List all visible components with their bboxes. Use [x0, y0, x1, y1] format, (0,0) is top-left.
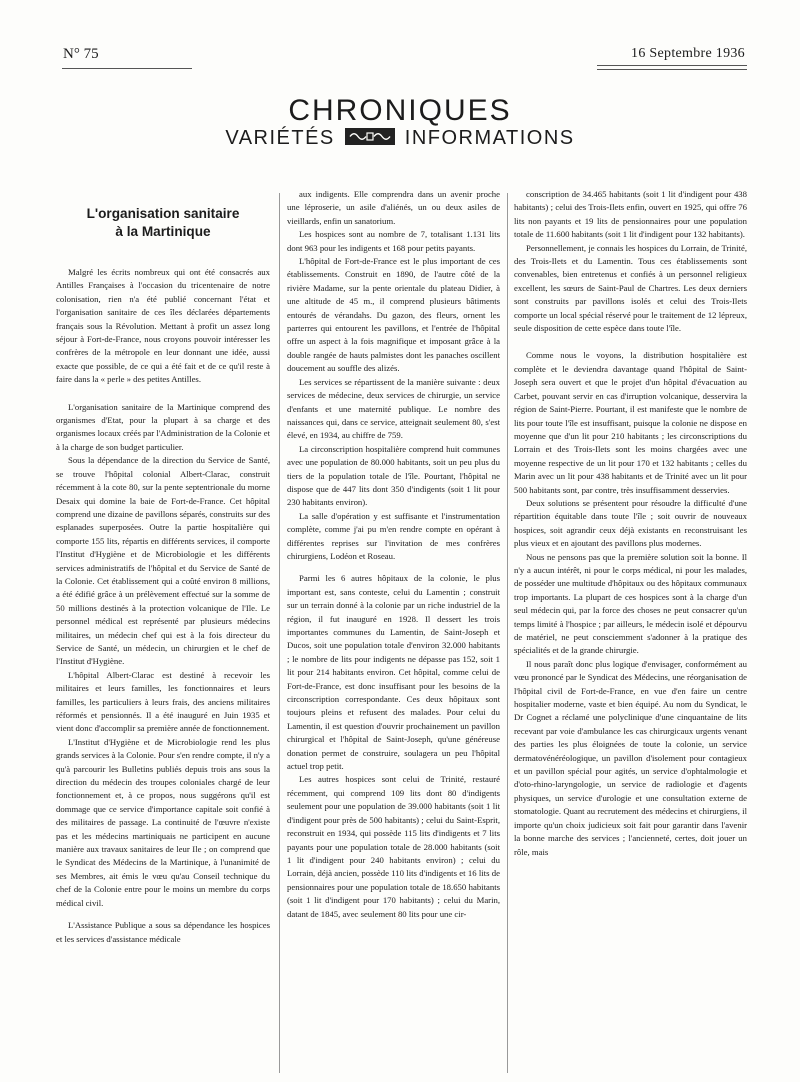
paragraph: L'Institut d'Hygiène et de Microbiologie rend les plus grands services à la Colonie. Pour s'en rendre compte, il n'y a qu'à parcourir les Bulletins publiés depuis trois ans sous la direction du médecin des troupes coloniales chargé de leur fonctionnement et, à ce propos, nous suggérons qu'il est dommage que ce service d'importance capitale soit confié à des militaires de passage. La continuité de l'œuvre n'existe pas et les médecins martiniquais ne participent en aucune manière aux travaux sanitaires de leur Ile ; on comprend que le Syndicat des Médecins de la Martinique, à l'unanimité de ses Membres, ait émis le vœu qu'au Conseil technique du chef de la Colonie entre pour le moins un membre du corps médical civil.	[56, 736, 270, 908]
paragraph: Parmi les 6 autres hôpitaux de la colonie, le plus important est, sans conteste, celui du Lamentin ; construit sur un terrain donné à la colonie par un riche industriel de la région, il fut inauguré en 1928. Il dessert les trois importantes communes du Lamentin, de Saint-Joseph et Ducos, soit une population totale d'environ 32.000 habitants ; le nombre de lits pour indigents ne dépasse pas 152, soit 1 lit pour 214 habitants environ. Cet hôpital, comme celui de Fort-de-France, est donc insuffisant pour les besoins de la circonscription correspondante. Ces deux hôpitaux sont toujours pleins et refusent des malades. Pour celui du Lamentin, il est question d'ouvrir prochainement un pavillon chirurgical et l'hôpital de Saint-Joseph, qu'une généreuse donation permet de construire, soulagera un peu l'hôpital actuel trop petit.	[287, 573, 500, 772]
header-rule-left	[62, 68, 192, 69]
article-column-2	[287, 188, 500, 921]
paragraph: Personnellement, je connais les hospices du Lorrain, de Trinité, des Trois-Ilets et du Lamentin. Tous ces établissements sont convenables, bien entretenus et confiés à un personnel religieux excellent, les sœurs de Saint-Paul de Chartres. Les deux derniers sont construits par pavillons isolés et celui des Trois-Ilets comporte un local spécial réservé pour le traitement de 12 lépreux, seule disposition de cette espèce dans toute l'île.	[514, 242, 747, 334]
paragraph: aux indigents. Elle comprendra dans un avenir proche une léproserie, un asile d'aliénés, un ou deux asiles de vieillards, enfin un sanatorium.	[287, 189, 500, 226]
header-rule-right	[597, 65, 747, 70]
paragraph: L'hôpital Albert-Clarac est destiné à recevoir les militaires et leurs familles, les fonctionnaires et leurs familles, les particuliers à leurs frais, des anciens militaires réformés et pensionnés. Il a été inauguré en Juin 1935 et vient donc d'accomplir sa première année de fonctionnement.	[56, 669, 270, 734]
paragraph: L'organisation sanitaire de la Martinique comprend des organismes d'Etat, pour la plupart à sa charge et des organismes locaux créés par l'Administration de la Colonie et à la charge de son budget particulier.	[56, 401, 270, 452]
paragraph: La circonscription hospitalière comprend huit communes avec une population de 80.000 habitants, soit un peu plus du tiers de la population totale de l'île. Pourtant, l'hôpital ne dispose que de 447 lits dont 350 d'indigents (soit 1 lit pour 230 habitants environ).	[287, 443, 500, 508]
column-rule-1	[279, 193, 280, 1073]
masthead-subtitle	[0, 127, 800, 150]
decorative-ornament-icon	[345, 128, 395, 145]
paragraph: L'Assistance Publique a sous sa dépendance les hospices et les services d'assistance médicale	[56, 920, 270, 944]
paragraph: La salle d'opération y est suffisante et l'instrumentation complète, comme j'ai pu m'en rendre compte en opérant à différentes reprises sur l'invitation de mes confrères chirurgiens, Lodéon et Roseau.	[287, 510, 500, 561]
masthead-subtitle-right: INFORMATIONS	[404, 127, 575, 149]
paragraph: Nous ne pensons pas que la première solution soit la bonne. Il n'y a aucun intérêt, ni pour le corps médical, ni pour les malades, de posséder une multitude d'hôpitaux ou des hôpitaux communaux trop importants. La plupart de ces hospices sont à la charge d'un seul médecin qui, par la force des choses ne peut consacrer qu'un temps limité à l'hospice ; par ailleurs, le médecin isolé et dépourvu de matériel, ne peut consciemment s'adonner à la pratique des spécialités et de la grande chirurgie.	[514, 551, 747, 656]
issue-number: N° 75	[63, 46, 99, 62]
paragraph: Sous la dépendance de la direction du Service de Santé, se trouve l'hôpital colonial Albert-Clarac, construit récemment à la cote 80, sur la pente septentrionale du morne Desaix qui domine la baie de Fort-de-France. Cet hôpital comprend une dizaine de pavillons séparés, construits sur des esplanades superposées. Outre la partie hospitalière qui comporte 155 lits, répartis en différents services, il comporte l'Institut d'Hygiène et de Microbiologie et les différents services administratifs de l'hôpital et du Service de Santé de la Colonie. Cet établissement qui a coûté environ 8 millions, a été édifié grâce à un prélèvement effectué sur la somme de 50 millions destinés à la protection volcanique de l'Ile. Le personnel médical est représenté par plusieurs médecins militaires, un médecin chef qui est à la fois directeur du Service de Santé, un médecin, un chirurgien et le chef de l'Institut d'Hygiène.	[56, 455, 270, 667]
article-title-line2: à la Martinique	[115, 224, 211, 239]
article-title	[56, 205, 270, 241]
masthead-title: CHRONIQUES	[288, 94, 512, 127]
article-title-line1: L'organisation sanitaire	[86, 206, 240, 221]
masthead-subtitle-left: VARIÉTÉS	[225, 127, 335, 149]
paragraph: Malgré les écrits nombreux qui ont été consacrés aux Antilles Françaises à l'occasion du tricentenaire de notre colonisation, rien n'a été publié concernant l'état et l'organisation sanitaire de ces îles déclarées départements français sous la Révolution. Mettant à profit un assez long séjour à Fort-de-France, nous croyons pouvoir intéresser les confrères de la métropole en leur donnant une idée, aussi exacte que possible, de ce qui a été fait et de ce qu'il reste à faire dans la « perle » des petites Antilles.	[56, 267, 270, 385]
paragraph: Les services se répartissent de la manière suivante : deux services de médecine, deux services de chirurgie, un service d'enfants et une maternité publique. Le nombre des naissances qui, dans ce service, atteignait seulement 80, s'est élevé, en 1934, au chiffre de 759.	[287, 376, 500, 441]
article-column-1	[56, 266, 270, 946]
paragraph: conscription de 34.465 habitants (soit 1 lit d'indigent pour 438 habitants) ; celui des Trois-Ilets enfin, ouvert en 1925, qui offre 76 lits non payants et 19 lits de pensionnaires pour une population totale de 11.600 habitants (soit 1 lit d'indigent pour 132 habitants).	[514, 189, 747, 240]
paragraph: Les autres hospices sont celui de Trinité, restauré récemment, qui comprend 109 lits dont 80 d'indigents seulement pour une population de 39.000 habitants (soit 1 lit d'indigent pour près de 500 habitants) ; celui du Saint-Esprit, reconstruit en 1934, qui possède 115 lits d'indigents et 7 lits payants pour une population totale de 28.000 habitants (soit 1 lit d'indigent pour 240 habitants environ) ; celui du Lorrain, déjà ancien, possède 110 lits d'indigents et 16 lits de pensionnaires pour une population totale de 18.650 habitants (soit 1 lit d'indigent pour 170 habitants) ; celui du Marin, datant de 1845, avec seulement 80 lits pour une cir-	[287, 774, 500, 919]
paragraph: Deux solutions se présentent pour résoudre la difficulté d'une répartition équitable dans toute l'île ; soit ouvrir de nouveaux hospices, soit agrandir ceux déjà existants en reconstruisant les plus vieux et en ajoutant des pavillons plus modernes.	[514, 497, 747, 549]
paragraph: Les hospices sont au nombre de 7, totalisant 1.131 lits dont 963 pour les indigents et 168 pour petits payants.	[287, 229, 500, 253]
column-rule-2	[507, 193, 508, 1073]
paragraph: Comme nous le voyons, la distribution hospitalière est complète et le deviendra davantage quand l'hôpital de Saint-Joseph sera ouvert et que le projet d'un hôpital d'évacuation au Carbet, pouvant servir en cas d'irruption volcanique, desservira la région de Saint-Pierre. Pourtant, il est manifeste que le nombre de lits pour toute l'île est insuffisant, puisque la colonie ne dispose en moyenne que d'un lit pour 210 habitants ; les circonscriptions du Lorrain et des Trois-Ilets sont les moins chargées avec une moyenne respective de un lit pour 170 et 132 habitants ; celles du Marin avec un lit pour 438 habitants et de Trinité avec un lit pour 500 habitants sont, par contre, très insuffisamment desservies.	[514, 350, 747, 495]
article-column-3	[514, 188, 747, 859]
issue-date: 16 Septembre 1936	[631, 46, 745, 61]
paragraph: Il nous paraît donc plus logique d'envisager, conformément au vœu prononcé par le Syndicat des Médecins, une réorganisation de l'hôpital civil de Fort-de-France, en vue d'en faire un centre hospitalier moderne, vaste et bien équipé. Au nom du Syndicat, le Dr Cognet a réclamé une polyclinique d'une cinquantaine de lits recevant par voie d'ambulance les cas chirurgicaux urgents venant des parties les plus éloignées de toute la colonie, un service dermatovénéréologique, un pavillon d'isolement pour contagieux et un pavillon spécial pour agités, un service d'ophtalmologie et d'oto-rhino-laryngologie, un service de radiologie et d'agents physiques, un service d'urologie et une consultation externe de stomatologie. Quant au recrutement des médecins et chirurgiens, il importe qu'un choix judicieux soit fait pour garantir dans l'avenir la bonne marche des services ; l'ancienneté, certes, doit jouer un rôle, mais	[514, 658, 747, 857]
paragraph: L'hôpital de Fort-de-France est le plus important de ces établissements. Construit en 1890, de l'autre côté de la rivière Madame, sur la pente orientale du plateau Didier, à une altitude de 45 m., il comprend plusieurs bâtiments entourés de vérandahs. Du gazon, des fleurs, ornent les parterres qui entourent les pavillons, et l'entrée de l'hôpital offre un aspect à la fois magnifique et imposant grâce à la double rangée de hauts palmistes dont les panaches oscillent doucement au souffle des alizés.	[287, 256, 500, 374]
